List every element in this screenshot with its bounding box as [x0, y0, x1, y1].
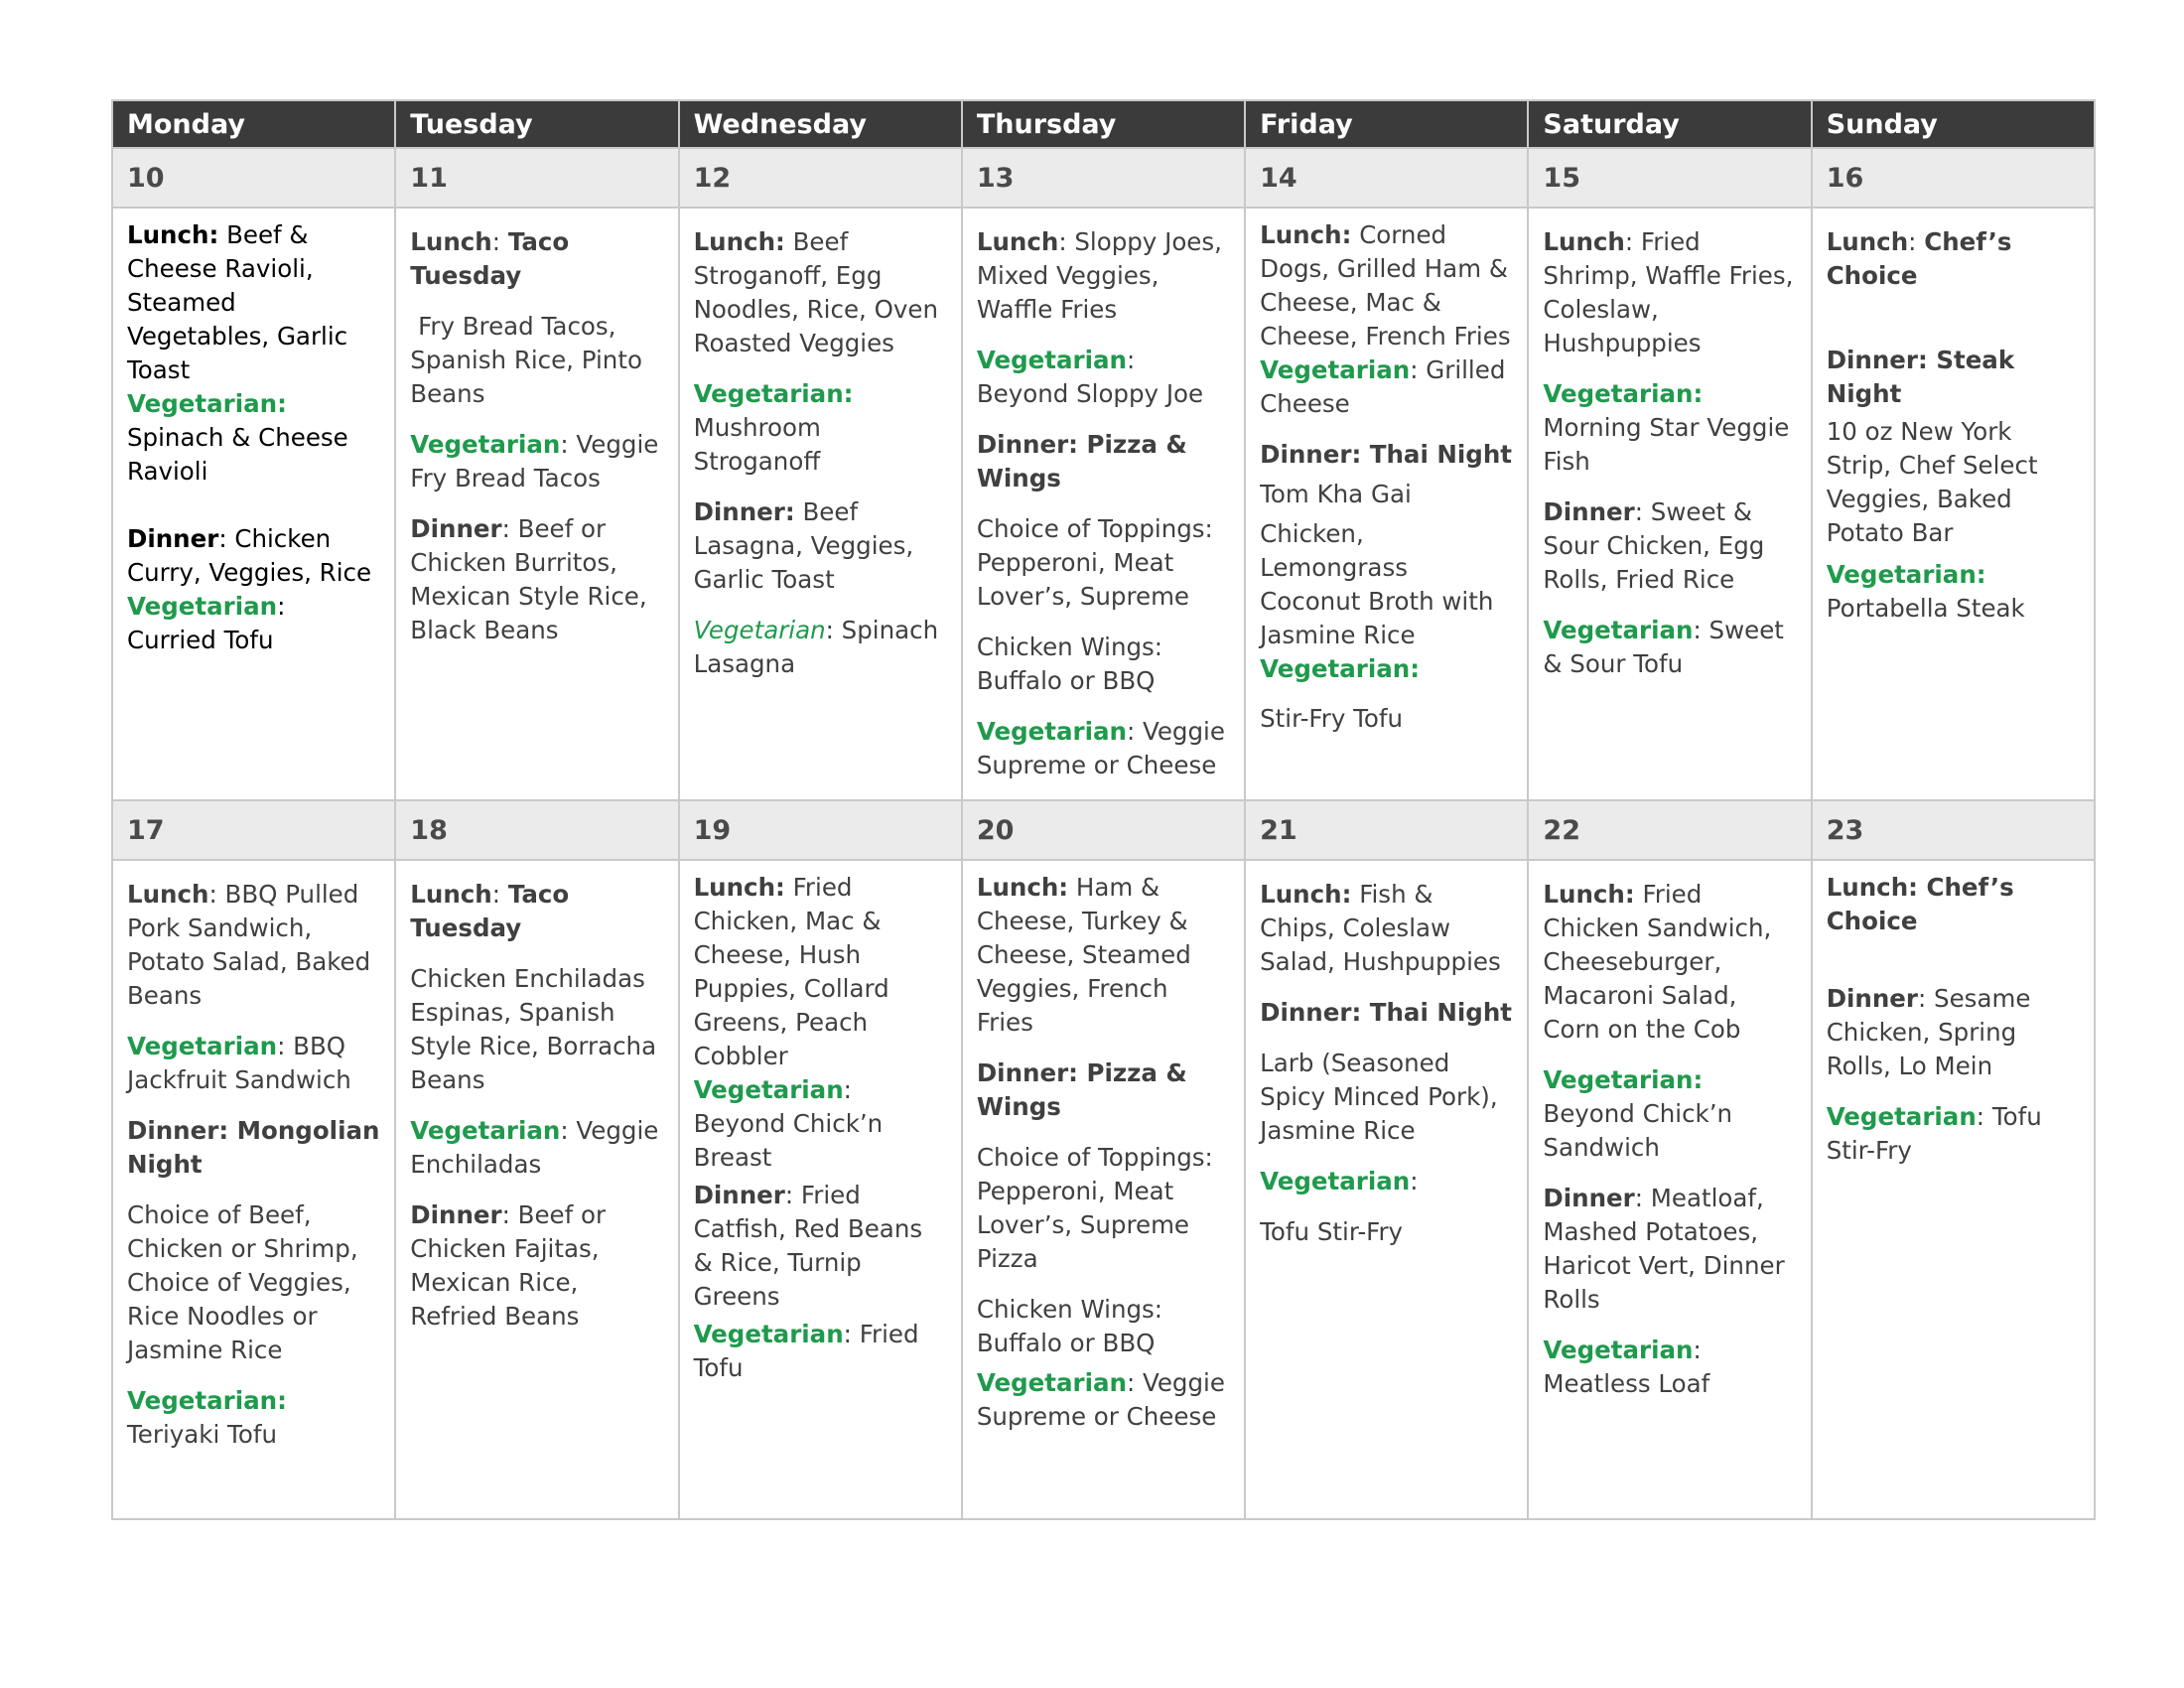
vegetarian-label: Vegetarian: [976, 1368, 1127, 1397]
vegetarian-items: : Meatless Loaf: [1543, 1336, 1710, 1398]
vegetarian-separator: :: [1410, 1167, 1419, 1196]
vegetarian-entry: [410, 1114, 663, 1182]
lunch-items: Beef Stroganoff, Egg Noodles, Rice, Oven Roasted Veggies: [693, 227, 938, 357]
vegetarian-label: Vegetarian:: [1260, 654, 1421, 683]
dinner-title: Dinner: Thai Night: [1260, 440, 1512, 469]
date-cell: 20: [962, 800, 1245, 860]
vegetarian-entry: [694, 1073, 947, 1175]
menu-cell-friday-14: [1245, 208, 1528, 800]
dinner-label: Dinner:: [693, 497, 795, 526]
dinner-label: Dinner: [1826, 984, 1919, 1013]
vegetarian-label: Vegetarian: [127, 592, 278, 621]
vegetarian-entry: [1827, 1100, 2080, 1168]
lunch-entry: [694, 225, 947, 360]
vegetarian-label: Vegetarian: [1260, 355, 1411, 384]
dinner-title: Dinner: Mongolian Night: [127, 1116, 380, 1179]
lunch-entry: [1543, 878, 1796, 1047]
vegetarian-items: : Grilled Cheese: [1260, 355, 1506, 418]
vegetarian-label: Vegetarian:: [693, 379, 854, 408]
week2-date-row: [112, 800, 2095, 860]
vegetarian-label: Vegetarian:: [127, 1386, 287, 1415]
dinner-title: Dinner: Pizza & Wings: [976, 430, 1187, 492]
weekday-header-row: [112, 100, 2095, 148]
lunch-entry: [694, 871, 947, 1073]
vegetarian-label: Vegetarian: [1826, 1102, 1977, 1131]
lunch-entry: [1260, 218, 1513, 353]
dinner-items: Beef Lasagna, Veggies, Garlic Toast: [693, 497, 914, 594]
vegetarian-label: Vegetarian: [976, 346, 1127, 374]
vegetarian-items: : Beyond Sloppy Joe: [976, 346, 1204, 408]
lunch-items: : Sloppy Joes, Mixed Veggies, Waffle Fries: [976, 227, 1222, 324]
date-cell: 19: [679, 800, 962, 860]
dinner-title: Dinner: Steak Night: [1826, 346, 2015, 408]
lunch-label: Lunch:: [693, 227, 785, 256]
dish-name: Tom Kha Gai: [1260, 480, 1412, 508]
weekday-header-monday: Monday: [112, 100, 395, 148]
vegetarian-entry: [1260, 1165, 1513, 1198]
vegetarian-label: Vegetarian: [693, 1320, 844, 1348]
vegetarian-entry: [127, 590, 380, 657]
weekday-header-wednesday: Wednesday: [679, 100, 962, 148]
dinner-label: Dinner: [693, 1181, 785, 1209]
lunch-items: Corned Dogs, Grilled Ham & Cheese, Mac & Cheese, French Fries: [1260, 220, 1511, 351]
vegetarian-items: : Veggie Supreme or Cheese: [976, 717, 1225, 779]
vegetarian-items: : Tofu Stir-Fry: [1826, 1102, 2042, 1165]
weekday-header-sunday: Sunday: [1812, 100, 2095, 148]
lunch-label: Lunch:: [1260, 880, 1352, 909]
dinner-items: : Meatloaf, Mashed Potatoes, Haricot Vert, Dinner Rolls: [1543, 1184, 1785, 1314]
vegetarian-entry: [1827, 558, 2080, 626]
vegetarian-label: Vegetarian: [693, 1075, 844, 1104]
lunch-separator: :: [1908, 227, 1917, 256]
menu-cell-thursday-20: [962, 860, 1245, 1519]
lunch-label: Lunch:: [127, 220, 219, 249]
menu-cell-saturday-22: [1528, 860, 1811, 1519]
week2-menu-row: [112, 860, 2095, 1519]
vegetarian-entry: [977, 344, 1230, 411]
vegetarian-entry: [410, 428, 663, 495]
vegetarian-items: : Veggie Supreme or Cheese: [976, 1368, 1225, 1431]
vegetarian-items: : Curried Tofu: [127, 592, 286, 654]
vegetarian-items: : Spinach Lasagna: [693, 616, 939, 678]
vegetarian-label: Vegetarian: [1543, 1336, 1694, 1364]
vegetarian-items: : Fried Tofu: [693, 1320, 919, 1382]
dinner-entry: [694, 495, 947, 597]
date-cell: 21: [1245, 800, 1528, 860]
vegetarian-items: : Sweet & Sour Tofu: [1543, 616, 1784, 678]
lunch-label: Lunch: [410, 227, 492, 256]
date-cell: 12: [679, 148, 962, 208]
lunch-items: : Fried Shrimp, Waffle Fries, Coleslaw, Hushpuppies: [1543, 227, 1794, 357]
lunch-entry: [1827, 225, 2080, 293]
vegetarian-entry: [1260, 353, 1513, 421]
vegetarian-entry: [1543, 1334, 1796, 1401]
dinner-entry: [410, 512, 663, 647]
vegetarian-label: Vegetarian: [1543, 616, 1694, 644]
dinner-items: : Chicken Curry, Veggies, Rice: [127, 524, 372, 587]
dinner-label: Dinner: [410, 514, 502, 543]
lunch-items: Fried Chicken, Mac & Cheese, Hush Puppies, Collard Greens, Peach Cobbler: [693, 873, 889, 1070]
vegetarian-items: Tofu Stir-Fry: [1260, 1217, 1404, 1246]
vegetarian-entry: [127, 1384, 380, 1452]
chicken-wings: Chicken Wings: Buffalo or BBQ: [976, 1295, 1163, 1357]
date-cell: 10: [112, 148, 395, 208]
vegetarian-entry: [694, 614, 947, 681]
lunch-entry: [977, 225, 1230, 327]
lunch-entry: [1543, 225, 1796, 360]
lunch-label: Lunch: [1826, 227, 1909, 256]
dinner-entry: [1543, 495, 1796, 597]
menu-cell-monday-10: [112, 208, 395, 800]
vegetarian-items: Spinach & Cheese Ravioli: [127, 423, 348, 486]
dinner-entry: [694, 1179, 947, 1314]
menu-cell-friday-21: [1245, 860, 1528, 1519]
lunch-title: Taco Tuesday: [410, 880, 570, 942]
date-cell: 22: [1528, 800, 1811, 860]
vegetarian-items: Beyond Chick’n Sandwich: [1543, 1099, 1733, 1162]
dinner-items: : Sweet & Sour Chicken, Egg Rolls, Fried Rice: [1543, 497, 1765, 594]
menu-cell-wednesday-12: [679, 208, 962, 800]
lunch-label: Lunch:: [1260, 220, 1352, 249]
vegetarian-entry: [977, 715, 1230, 782]
vegetarian-label: Vegetarian: [693, 616, 826, 644]
vegetarian-items: Teriyaki Tofu: [127, 1420, 277, 1449]
vegetarian-label: Vegetarian:: [1543, 379, 1704, 408]
dinner-entry: [1543, 1182, 1796, 1317]
lunch-label: Lunch: [976, 227, 1059, 256]
dinner-entry: [127, 522, 380, 590]
lunch-entry: [1260, 878, 1513, 979]
lunch-entry: [410, 878, 663, 945]
dinner-title: Dinner: Pizza & Wings: [976, 1058, 1187, 1121]
dinner-title: Dinner: Thai Night: [1260, 998, 1512, 1027]
lunch-title: Chef’s Choice: [1826, 227, 2012, 290]
menu-cell-sunday-23: [1812, 860, 2095, 1519]
lunch-title: Lunch: Chef’s Choice: [1826, 873, 2014, 935]
pizza-toppings: Choice of Toppings: Pepperoni, Meat Lover’s, Supreme: [976, 514, 1213, 611]
menu-calendar: [111, 99, 2096, 1520]
vegetarian-entry: [1543, 377, 1796, 479]
vegetarian-items: Portabella Steak: [1826, 594, 2025, 623]
dinner-items: : Fried Catfish, Red Beans & Rice, Turnip Greens: [693, 1181, 923, 1311]
dinner-items: : Beef or Chicken Fajitas, Mexican Rice, Refried Beans: [410, 1200, 607, 1331]
lunch-label: Lunch:: [976, 873, 1069, 902]
dinner-entry: [1827, 982, 2080, 1083]
lunch-items: Beef & Cheese Ravioli, Steamed Vegetables, Garlic Toast: [127, 220, 348, 384]
lunch-label: Lunch: [1543, 227, 1625, 256]
vegetarian-label: Vegetarian:: [1826, 560, 1986, 589]
vegetarian-items: Stir-Fry Tofu: [1260, 704, 1404, 733]
dinner-label: Dinner: [1543, 497, 1635, 526]
vegetarian-items: : Veggie Enchiladas: [410, 1116, 659, 1179]
menu-cell-tuesday-18: [395, 860, 678, 1519]
menu-cell-tuesday-11: [395, 208, 678, 800]
lunch-items: Fried Chicken Sandwich, Cheeseburger, Macaroni Salad, Corn on the Cob: [1543, 880, 1772, 1044]
date-cell: 17: [112, 800, 395, 860]
date-cell: 16: [1812, 148, 2095, 208]
vegetarian-entry: [977, 1366, 1230, 1434]
lunch-label: Lunch: [127, 880, 209, 909]
lunch-label: Lunch: [410, 880, 492, 909]
lunch-entry: [977, 871, 1230, 1040]
chicken-wings: Chicken Wings: Buffalo or BBQ: [976, 633, 1163, 695]
vegetarian-label: Vegetarian:: [127, 389, 287, 418]
vegetarian-entry: [1260, 652, 1513, 736]
dinner-label: Dinner: [127, 524, 219, 553]
date-cell: 18: [395, 800, 678, 860]
weekday-header-tuesday: Tuesday: [395, 100, 678, 148]
week1-date-row: [112, 148, 2095, 208]
dinner-items: Larb (Seasoned Spicy Minced Pork), Jasmine Rice: [1260, 1049, 1498, 1145]
menu-cell-wednesday-19: [679, 860, 962, 1519]
vegetarian-entry: [1543, 1063, 1796, 1165]
lunch-entry: [127, 218, 380, 387]
vegetarian-entry: [694, 1318, 947, 1385]
lunch-items: Fish & Chips, Coleslaw Salad, Hushpuppies: [1260, 880, 1501, 976]
lunch-label: Lunch:: [693, 873, 785, 902]
vegetarian-entry: [1543, 614, 1796, 681]
dinner-items: 10 oz New York Strip, Chef Select Veggies, Baked Potato Bar: [1826, 417, 2038, 547]
menu-cell-thursday-13: [962, 208, 1245, 800]
vegetarian-label: Vegetarian:: [1543, 1065, 1704, 1094]
dinner-items: : Beef or Chicken Burritos, Mexican Style Rice, Black Beans: [410, 514, 647, 644]
vegetarian-entry: [127, 1030, 380, 1097]
vegetarian-items: : Beyond Chick’n Breast: [693, 1075, 884, 1172]
week1-menu-row: [112, 208, 2095, 800]
vegetarian-label: Vegetarian: [127, 1032, 278, 1060]
vegetarian-label: Vegetarian: [410, 1116, 561, 1145]
lunch-entry: [127, 878, 380, 1013]
date-cell: 11: [395, 148, 678, 208]
lunch-entry: [410, 225, 663, 293]
date-cell: 23: [1812, 800, 2095, 860]
weekday-header-thursday: Thursday: [962, 100, 1245, 148]
pizza-toppings: Choice of Toppings: Pepperoni, Meat Lover’s, Supreme Pizza: [976, 1143, 1213, 1273]
lunch-items: Chicken Enchiladas Espinas, Spanish Style Rice, Borracha Beans: [410, 964, 657, 1094]
vegetarian-items: : BBQ Jackfruit Sandwich: [127, 1032, 351, 1094]
menu-cell-sunday-16: [1812, 208, 2095, 800]
vegetarian-items: Morning Star Veggie Fish: [1543, 413, 1790, 476]
dinner-items: Choice of Beef, Chicken or Shrimp, Choice of Veggies, Rice Noodles or Jasmine Rice: [127, 1200, 358, 1364]
date-cell: 14: [1245, 148, 1528, 208]
weekday-header-friday: Friday: [1245, 100, 1528, 148]
menu-cell-saturday-15: [1528, 208, 1811, 800]
vegetarian-entry: [694, 377, 947, 479]
vegetarian-items: Mushroom Stroganoff: [693, 413, 821, 476]
menu-cell-monday-17: [112, 860, 395, 1519]
lunch-items: Ham & Cheese, Turkey & Cheese, Steamed Veggies, French Fries: [976, 873, 1191, 1037]
dinner-entry: [410, 1198, 663, 1334]
lunch-separator: :: [491, 880, 501, 909]
dish-description: Chicken, Lemongrass Coconut Broth with Jasmine Rice: [1260, 519, 1494, 649]
vegetarian-label: Vegetarian: [410, 430, 561, 459]
lunch-label: Lunch:: [1543, 880, 1635, 909]
vegetarian-label: Vegetarian: [976, 717, 1127, 746]
weekday-header-saturday: Saturday: [1528, 100, 1811, 148]
lunch-items: Fry Bread Tacos, Spanish Rice, Pinto Beans: [410, 312, 650, 408]
date-cell: 13: [962, 148, 1245, 208]
lunch-separator: :: [491, 227, 501, 256]
dinner-label: Dinner: [410, 1200, 502, 1229]
lunch-items: : BBQ Pulled Pork Sandwich, Potato Salad, Baked Beans: [127, 880, 371, 1010]
vegetarian-label: Vegetarian: [1260, 1167, 1411, 1196]
vegetarian-entry: [127, 387, 380, 489]
vegetarian-items: : Veggie Fry Bread Tacos: [410, 430, 659, 492]
dinner-items: : Sesame Chicken, Spring Rolls, Lo Mein: [1826, 984, 2031, 1080]
dinner-label: Dinner: [1543, 1184, 1635, 1212]
date-cell: 15: [1528, 148, 1811, 208]
lunch-title: Taco Tuesday: [410, 227, 570, 290]
